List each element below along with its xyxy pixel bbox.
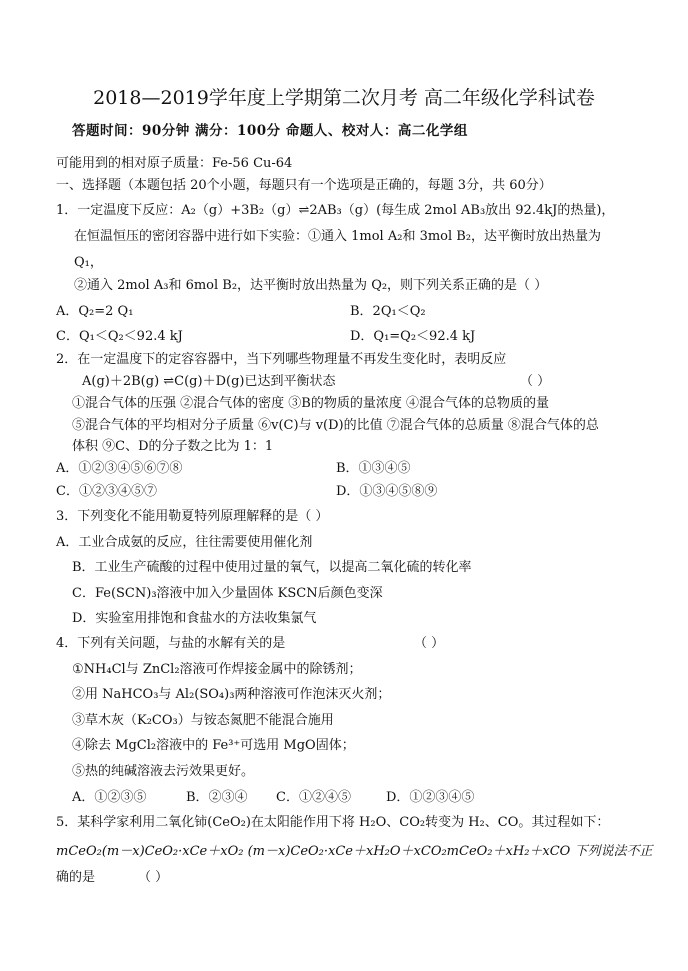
q1-option-a: A．Q₂=2 Q₁	[56, 304, 134, 319]
q3-option-b: B．工业生产硫酸的过程中使用过量的氧气，以提高二氧化硫的转化率	[72, 560, 472, 575]
q4-option-d: D．①②③④⑤	[386, 790, 475, 805]
atomic-mass-note: 可能用到的相对原子质量：Fe-56 Cu-64	[56, 156, 293, 171]
q4-item-1: ①NH₄Cl与 ZnCl₂溶液可作焊接金属中的除锈剂；	[72, 662, 362, 677]
q1-stem-line-3: Q₁，	[74, 255, 103, 270]
q1-stem-line-4: ②通入 2mol A₃和 6mol B₂，达平衡时放出热量为 Q₂，则下列关系正确的是（ ）	[74, 278, 548, 293]
exam-info: 答题时间：90分钟 满分：100分 命题人、校对人：高二化学组	[72, 123, 468, 139]
section-heading: 一、选择题（本题包括 20个小题，每题只有一个选项是正确的，每题 3分，共 60分）	[56, 178, 552, 193]
q4-item-2: ②用 NaHCO₃与 Al₂(SO₄)₃两种溶液可作泡沫灭火剂；	[72, 687, 391, 702]
q2-stem-line-1: 2．在一定温度下的定容容器中，当下列哪些物理量不再发生变化时，表明反应	[56, 352, 507, 367]
q2-stem-line-5: 体积 ⑨C、D的分子数之比为 1：1	[72, 439, 274, 454]
q4-item-5: ⑤热的纯碱溶液去污效果更好。	[72, 764, 255, 779]
q3-option-a: A．工业合成氨的反应，往往需要使用催化剂	[56, 535, 313, 550]
q2-option-c: C．①②③④⑤⑦	[56, 484, 157, 499]
q1-stem-line-2: 在恒温恒压的密闭容器中进行如下实验：①通入 1mol A₂和 3mol B₂，达平衡时放出热量为	[74, 229, 602, 244]
q4-option-a: A．①②③⑤	[72, 790, 147, 805]
q5-answer-blank: （ ）	[138, 870, 169, 885]
q3-option-d: D．实验室用排饱和食盐水的方法收集氯气	[72, 611, 317, 626]
q4-item-4: ④除去 MgCl₂溶液中的 Fe³⁺可选用 MgO固体；	[72, 738, 355, 753]
q1-stem-line-1: 1．一定温度下反应：A₂（g）+3B₂（g）⇌2AB₃（g）(每生成 2mol AB₃放出 92.4kJ的热量)，	[56, 203, 615, 218]
q2-answer-blank: （ ）	[520, 374, 551, 389]
q4-option-c: C．①②④⑤	[276, 790, 351, 805]
q4-answer-blank: （ ）	[414, 636, 445, 651]
q2-option-b: B．①③④⑤	[336, 461, 411, 476]
q4-stem: 4．下列有关问题，与盐的水解有关的是	[56, 636, 286, 651]
q1-option-c: C．Q₁＜Q₂＜92.4 kJ	[56, 329, 183, 344]
q4-item-3: ③草木灰（K₂CO₃）与铵态氮肥不能混合施用	[72, 713, 334, 728]
q1-option-b: B．2Q₁＜Q₂	[350, 304, 426, 319]
q5-stem-line-2: mCeO₂(m－x)CeO₂·xCe＋xO₂ (m－x)CeO₂·xCe＋xH₂O＋xCO₂mCeO₂＋xH₂＋xCO 下列说法不正	[56, 844, 653, 859]
q5-stem-line-3: 确的是	[56, 870, 96, 885]
q2-option-d: D．①③④⑤⑧⑨	[336, 484, 438, 499]
q2-option-a: A．①②③④⑤⑥⑦⑧	[56, 461, 183, 476]
page-title: 2018—2019学年度上学期第二次月考 高二年级化学科试卷	[93, 87, 595, 109]
q1-option-d: D．Q₁=Q₂＜92.4 kJ	[350, 329, 476, 344]
q3-option-c: C．Fe(SCN)₃溶液中加入少量固体 KSCN后颜色变深	[72, 586, 383, 601]
q2-stem-line-3: ①混合气体的压强 ②混合气体的密度 ③B的物质的量浓度 ④混合气体的总物质的量	[72, 396, 549, 411]
q2-stem-line-2: A(g)＋2B(g) ⇌C(g)＋D(g)已达到平衡状态	[82, 374, 336, 389]
q2-stem-line-4: ⑤混合气体的平均相对分子质量 ⑥v(C)与 v(D)的比值 ⑦混合气体的总质量 ⑧混合气体的总	[72, 418, 599, 433]
q3-stem: 3．下列变化不能用勒夏特列原理解释的是（ ）	[56, 509, 329, 524]
q4-option-b: B．②③④	[186, 790, 248, 805]
q5-stem-line-1: 5．某科学家利用二氧化铈(CeO₂)在太阳能作用下将 H₂O、CO₂转变为 H₂、CO。其过程如下：	[56, 815, 610, 830]
